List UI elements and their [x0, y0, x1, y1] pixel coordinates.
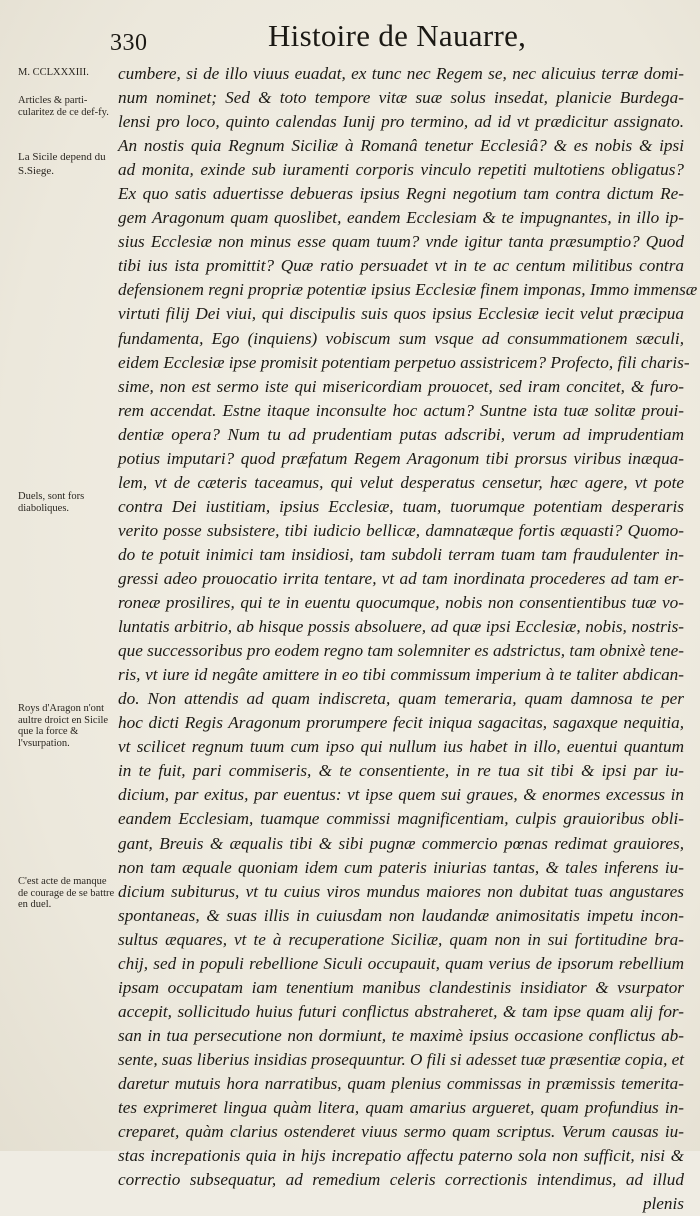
text-line: potius imputari? quod præfatum Regem Aragonum tibi prorsus viribus inæqua- [118, 448, 684, 468]
text-line: non tam æquale quoniam idem cum pateris iniurias tantas, & tales inferens iu- [118, 857, 684, 877]
text-line: verito posse subsistere, tibi iudicio bellicæ, damnatæque fortis æquasti? Quomo- [118, 520, 684, 540]
text-line: tibi ius ista promittit? Quæ ratio persuadet vt in te ac centum militibus contra [118, 256, 684, 276]
margin-note-courage: C'est acte de manque de courage de se battre en duel. [18, 876, 115, 910]
text-line: num nominet; Sed & toto tempore vitæ suæ solus insedat, planicie Burdega- [118, 88, 684, 108]
text-line: sius Ecclesiæ non minus esse quam tuum? vnde igitur tanta præsumptio? Quod [118, 232, 684, 252]
page-number: 330 [110, 30, 148, 56]
running-title: Histoire de Nauarre, [268, 18, 527, 53]
catchword: plenis [642, 1194, 684, 1214]
text-line: do. Non attendis ad quam indiscreta, quam temeraria, quam damnosa te per [118, 689, 684, 709]
text-line: An nostis quia Regnum Siciliæ à Romanâ tenetur Ecclesiâ? & es nobis & ipsi [118, 136, 684, 156]
margin-note-year: M. CCLXXXIII. [18, 67, 89, 78]
text-line: gressi adeo prouocatio irrita tentare, vt ad tam inordinata procederes ad tam er- [118, 568, 684, 588]
text-line: que successoribus pro eodem regno tam solemniter es adstrictus, tam obnixè tene- [118, 641, 684, 661]
text-line: san in tua persecutione non dormiunt, te maximè ipsius occasione conflictus ab- [118, 1025, 684, 1045]
text-line: sente, suas liberius insidias prosequuntur. O fili si adesset tuæ præsentiæ copia, et [118, 1049, 685, 1069]
text-line: rem accendat. Estne itaque inconsulte hoc actum? Suntne ista tuæ solitæ proui- [118, 400, 684, 420]
text-line: vt scilicet regnum tuum cum ipso qui nullum ius habet in illo, euentui quantum [118, 737, 684, 757]
text-line: contra Dei iustitiam, ipsius Ecclesiæ, tuam, tuorumque potentiam desperaris [118, 496, 684, 516]
text-line: sultus æquares, vt te à recuperatione Siciliæ, quam non in sui fortitudine bra- [118, 929, 684, 949]
text-line: lensi pro loco, quinto calendas Iunij pro termino, ad id vt prædicitur assignato. [118, 112, 684, 132]
text-line: dentiæ opera? Num tu ad prudentiam putas adscribi, verum ad imprudentiam [118, 424, 684, 444]
text-line: correctio subsequatur, ad remedium celeris correctionis intendimus, ad illud [118, 1170, 684, 1190]
text-line: eandem Ecclesiam, tuamque commissi magnificentiam, culpis grauioribus obli- [118, 809, 684, 829]
text-line: tes exprimeret lingua quàm litera, quam amarius argueret, quam profundius in- [118, 1098, 684, 1118]
text-line: Ex quo satis aduertisse debueras ipsius Regni negotium tam contra dictum Re- [118, 184, 684, 204]
text-line: lem, vt de cæteris taceamus, qui velut desperatus censetur, hæc agere, vt pote [118, 472, 684, 492]
margin-note-aragon: Roys d'Aragon n'ont aultre droict en Sicile que la force & l'vsurpation. [18, 703, 109, 749]
text-line: ad monita, exinde sub iuramenti corporis vinculo repetiti multotiens obligatus? [118, 160, 684, 180]
text-line: gem Aragonum quam quoslibet, eandem Ecclesiam & te impugnantes, in illo ip- [118, 208, 684, 228]
text-line: dicium, par exitus, par euentus: vt ipse quem sui graues, & enormes excessus in [118, 785, 684, 805]
text-line: hoc dicti Regis Aragonum prorumpere fecit iniqua sagacitas, sagaxque nequitia, [118, 713, 684, 733]
text-line: do te potuit inimici tam insidiosi, tam subdoli terram tuam tam fraudulenter in- [118, 544, 684, 564]
main-text [118, 62, 698, 1216]
text-line: roneæ prosilires, qui te in euentu quocumque, nobis non consentientibus tuæ vo- [118, 593, 684, 613]
text-line: gant, Breuis & æqualis tibi & sibi pugnæ commercio pœnas redimat grauiores, [118, 833, 684, 853]
text-line: in te fuit, pari commiseris, & te consentiente, in re tua sit tibi & ipsi par iu- [118, 761, 684, 781]
text-line: dicium subiturus, vt tu cuius viros mundus maiores non dubitat tuas angustares [118, 881, 684, 901]
margin-note-sicily: La Sicile depend du S.Siege. [18, 151, 106, 177]
text-line: cumbere, si de illo viuus euadat, ex tunc nec Regem se, nec alicuius terræ domi- [118, 64, 684, 83]
text-line: creparet, quàm clarius ostenderet viuus sermo quam scriptus. Verum causas iu- [118, 1122, 684, 1142]
text-line: luntatis arbitrio, ab hisque possis absoluere, ad quæ ipsi Ecclesiæ, nobis, nostris- [118, 617, 684, 637]
margin-note-articles: Articles & parti-cularitez de ce def-fy. [18, 95, 109, 118]
text-line: stas increpationis quia in hijs increpatio affectu paterno sola non sufficit, nisi & [118, 1146, 684, 1166]
text-line: ipsam occupatam iam tenentium manibus clandestinis insidiator & vsurpator [118, 977, 684, 997]
text-line: defensionem regni propriæ potentiæ ipsius Ecclesiæ finem imponas, Immo immensæ [118, 280, 698, 300]
text-line: eidem Ecclesiæ ipse promisit potentiam perpetuo assistricem? Profecto, fili charis- [118, 352, 690, 372]
text-line: virtuti filij Dei viui, qui discipulis suis quos ipsius Ecclesiæ iecit velut præcipua [118, 304, 684, 324]
text-line: ris, vt iure id negâte amittere in eo tibi commissum imperium à te taliter abdican- [118, 665, 684, 685]
text-line: accepit, sollicitudo huius futuri conflictus abstraheret, & tam ipse quam alij for- [118, 1001, 684, 1021]
text-line: daretur mutuis hora narratibus, quam plenius commissas in præmissis temerita- [118, 1073, 684, 1093]
text-line: chij, sed in populi rebellione Siculi occupauit, quam verius de ipsorum rebellium [118, 953, 684, 973]
margin-note-duels: Duels, sont fors diaboliques. [18, 491, 85, 514]
text-line: sime, non est sermo iste qui misericordiam prouocet, sed iram concitet, & furo- [118, 376, 684, 396]
text-line: spontaneas, & suas illis in cuiusdam non laudandæ animositatis impetu incon- [118, 905, 684, 925]
text-line: fundamenta, Ego (inquiens) vobiscum sum vsque ad consummationem sæculi, [118, 328, 684, 348]
